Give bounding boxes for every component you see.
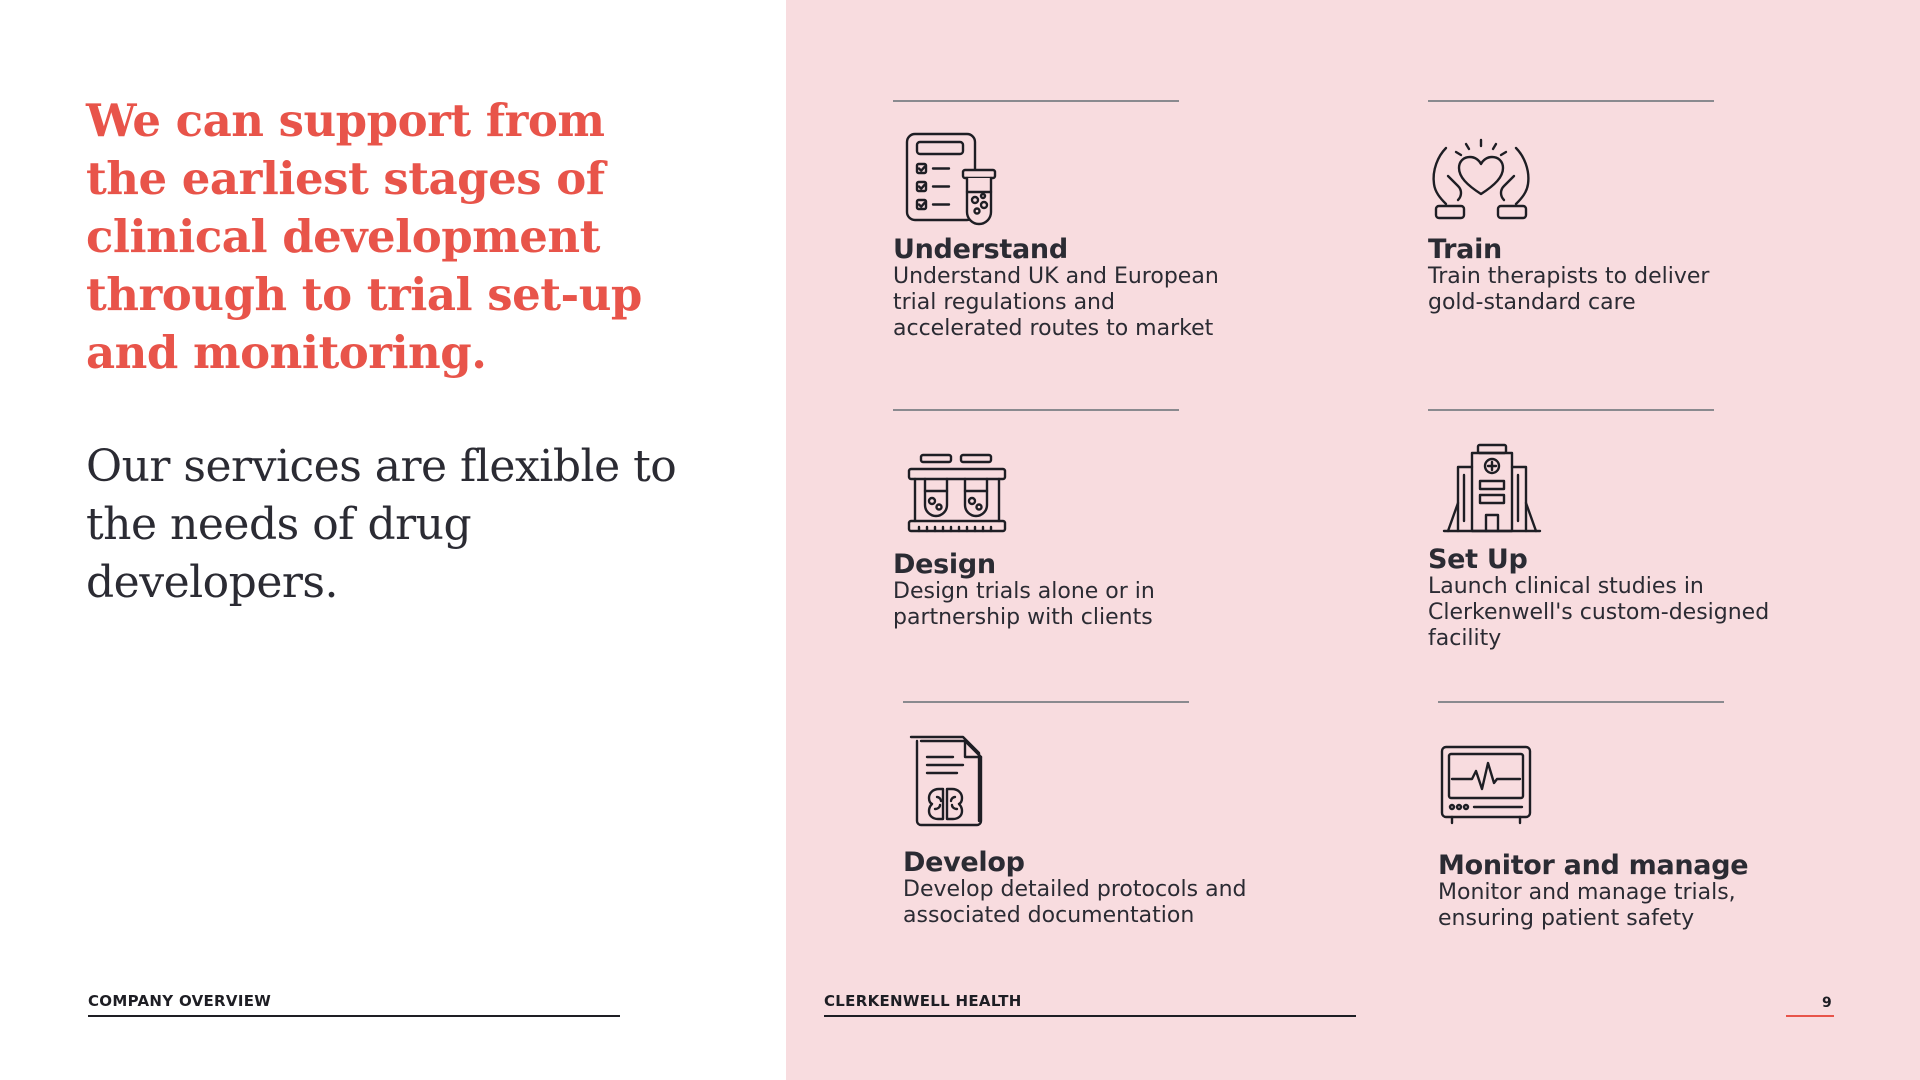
footer-divider-left xyxy=(88,1015,620,1017)
service-divider xyxy=(893,100,1179,102)
service-develop xyxy=(903,701,1303,941)
page-number: 9 xyxy=(1822,995,1832,1011)
hands-heart-icon xyxy=(1428,136,1534,226)
service-design xyxy=(893,409,1293,639)
service-title: Design xyxy=(893,549,996,580)
page-number-underline xyxy=(1786,1015,1834,1017)
test-tube-rack-icon xyxy=(907,451,1007,537)
service-title: Set Up xyxy=(1428,544,1528,575)
footer-divider-right xyxy=(824,1015,1356,1017)
document-brain-icon xyxy=(907,733,987,827)
service-monitor-and-manage xyxy=(1438,701,1838,941)
checklist-flask-icon xyxy=(903,130,999,226)
footer-company-label: CLERKENWELL HEALTH xyxy=(824,992,1022,1010)
subheadline: Our services are flexible to the needs of drug developers. xyxy=(86,441,677,608)
service-divider xyxy=(903,701,1189,703)
service-description: Develop detailed protocols and associated documentation xyxy=(903,877,1247,928)
service-title: Train xyxy=(1428,234,1502,265)
service-description: Monitor and manage trials, ensuring patient safety xyxy=(1438,880,1736,931)
service-title: Develop xyxy=(903,847,1025,878)
service-divider xyxy=(893,409,1179,411)
headline: We can support from the earliest stages of clinical development through to trial set-up and monitoring. xyxy=(86,94,642,379)
service-divider xyxy=(1428,409,1714,411)
service-description: Understand UK and European trial regulations and accelerated routes to market xyxy=(893,264,1219,341)
service-description: Train therapists to deliver gold-standard care xyxy=(1428,264,1710,315)
service-set-up xyxy=(1428,409,1828,659)
service-description: Design trials alone or in partnership with clients xyxy=(893,579,1155,630)
hospital-building-icon xyxy=(1442,443,1542,533)
service-divider xyxy=(1428,100,1714,102)
service-title: Understand xyxy=(893,234,1068,265)
service-train xyxy=(1428,100,1828,350)
service-description: Launch clinical studies in Clerkenwell's custom-designed facility xyxy=(1428,574,1770,651)
service-understand xyxy=(893,100,1293,350)
footer-section-label: COMPANY OVERVIEW xyxy=(88,992,272,1010)
service-title: Monitor and manage xyxy=(1438,850,1749,881)
heart-monitor-icon xyxy=(1440,745,1532,825)
service-divider xyxy=(1438,701,1724,703)
left-panel xyxy=(0,0,786,1080)
